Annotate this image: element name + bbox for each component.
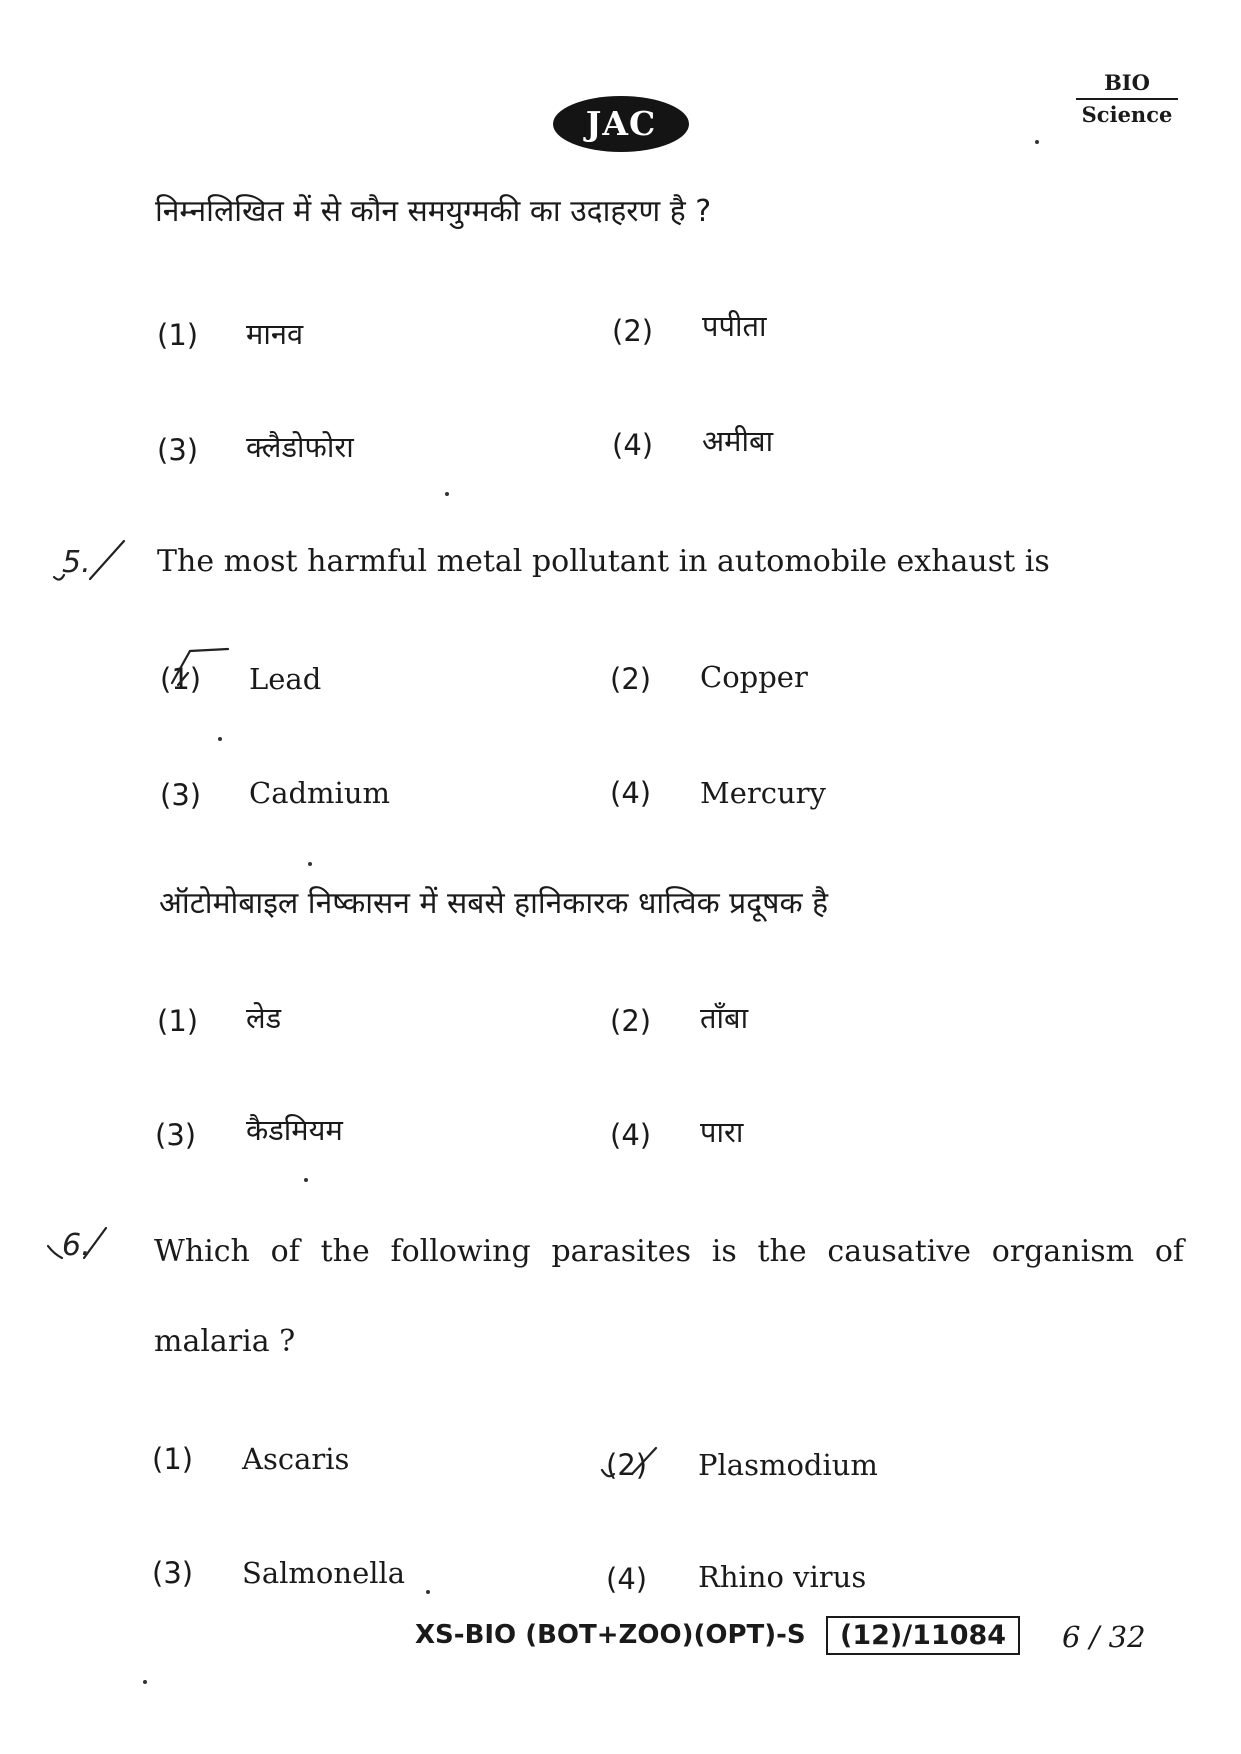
scan-speck bbox=[304, 1178, 308, 1182]
q5-hindi-option-4-text: पारा bbox=[700, 1115, 744, 1149]
q6-option-2-text: Plasmodium bbox=[698, 1448, 878, 1482]
q5-number: 5. bbox=[62, 545, 91, 580]
q6-option-4-text: Rhino virus bbox=[698, 1560, 867, 1594]
q5-option-1-tick bbox=[158, 645, 238, 695]
q5-option-1-num: (1) bbox=[160, 662, 202, 696]
q5-hindi-option-1-text: लेड bbox=[246, 1001, 282, 1035]
scan-speck bbox=[308, 862, 312, 866]
q6-check-mark bbox=[44, 1222, 114, 1272]
q4-option-4-num: (4) bbox=[612, 428, 654, 462]
q5-hindi-option-3-num: (3) bbox=[155, 1118, 197, 1152]
q5-option-4-num: (4) bbox=[610, 776, 652, 810]
q5-option-3-num: (3) bbox=[160, 778, 202, 812]
q5-option-1-text: Lead bbox=[249, 662, 322, 696]
q6-text-line-1: Which of the following parasites is the causative organism of bbox=[154, 1234, 1184, 1269]
q6-option-2-num: (2) bbox=[606, 1448, 648, 1482]
subject-line-2: Science bbox=[1081, 102, 1173, 127]
q6-option-4-num: (4) bbox=[606, 1562, 648, 1596]
q4-option-1-num: (1) bbox=[157, 318, 199, 352]
jac-logo: JAC bbox=[553, 96, 689, 152]
q5-hindi-option-1-num: (1) bbox=[157, 1004, 199, 1038]
q5-hindi-option-3-text: कैडमियम bbox=[246, 1113, 343, 1147]
q4-option-4-text: अमीबा bbox=[702, 424, 774, 458]
q5-hindi-text: ऑटोमोबाइल निष्कासन में सबसे हानिकारक धात्विक प्रदूषक है bbox=[159, 886, 829, 921]
q4-option-3-num: (3) bbox=[157, 433, 199, 467]
q6-number: 6. bbox=[62, 1228, 91, 1263]
q5-option-3-text: Cadmium bbox=[249, 776, 390, 810]
q5-option-2-text: Copper bbox=[700, 660, 808, 694]
scan-speck bbox=[218, 737, 222, 741]
q6-option-1-num: (1) bbox=[152, 1442, 194, 1476]
q5-text: The most harmful metal pollutant in automobile exhaust is bbox=[157, 544, 1050, 579]
q4-option-1-text: मानव bbox=[246, 317, 304, 351]
subject-label bbox=[1072, 70, 1182, 128]
q5-hindi-option-2-num: (2) bbox=[610, 1004, 652, 1038]
q5-option-4-text: Mercury bbox=[700, 776, 826, 810]
q4-hindi-text: निम्नलिखित में से कौन समयुग्मकी का उदाहरण है ? bbox=[155, 194, 712, 229]
scan-speck bbox=[1035, 140, 1039, 144]
q5-check-mark bbox=[50, 535, 130, 585]
q5-hindi-option-4-num: (4) bbox=[610, 1118, 652, 1152]
q6-option-2-tick bbox=[596, 1440, 666, 1490]
q4-option-2-text: पपीता bbox=[702, 309, 767, 343]
subject-divider bbox=[1076, 98, 1178, 100]
paper-code: XS-BIO (BOT+ZOO)(OPT)-S bbox=[415, 1620, 806, 1650]
q6-text-line-2: malaria ? bbox=[154, 1324, 296, 1359]
q4-option-2-num: (2) bbox=[612, 314, 654, 348]
q4-option-3-text: क्लैडोफोरा bbox=[246, 430, 354, 464]
scan-speck bbox=[143, 1680, 147, 1684]
scan-speck bbox=[445, 492, 449, 496]
scan-speck bbox=[426, 1590, 430, 1594]
subject-line-1: BIO bbox=[1104, 70, 1150, 95]
q6-option-3-num: (3) bbox=[152, 1556, 194, 1590]
q5-option-2-num: (2) bbox=[610, 662, 652, 696]
q6-option-1-text: Ascaris bbox=[242, 1442, 350, 1476]
set-code-box: (12)/11084 bbox=[826, 1616, 1020, 1655]
q5-hindi-option-2-text: ताँबा bbox=[700, 1001, 749, 1035]
page-number: 6 / 32 bbox=[1062, 1620, 1146, 1654]
q6-option-3-text: Salmonella bbox=[242, 1556, 406, 1590]
